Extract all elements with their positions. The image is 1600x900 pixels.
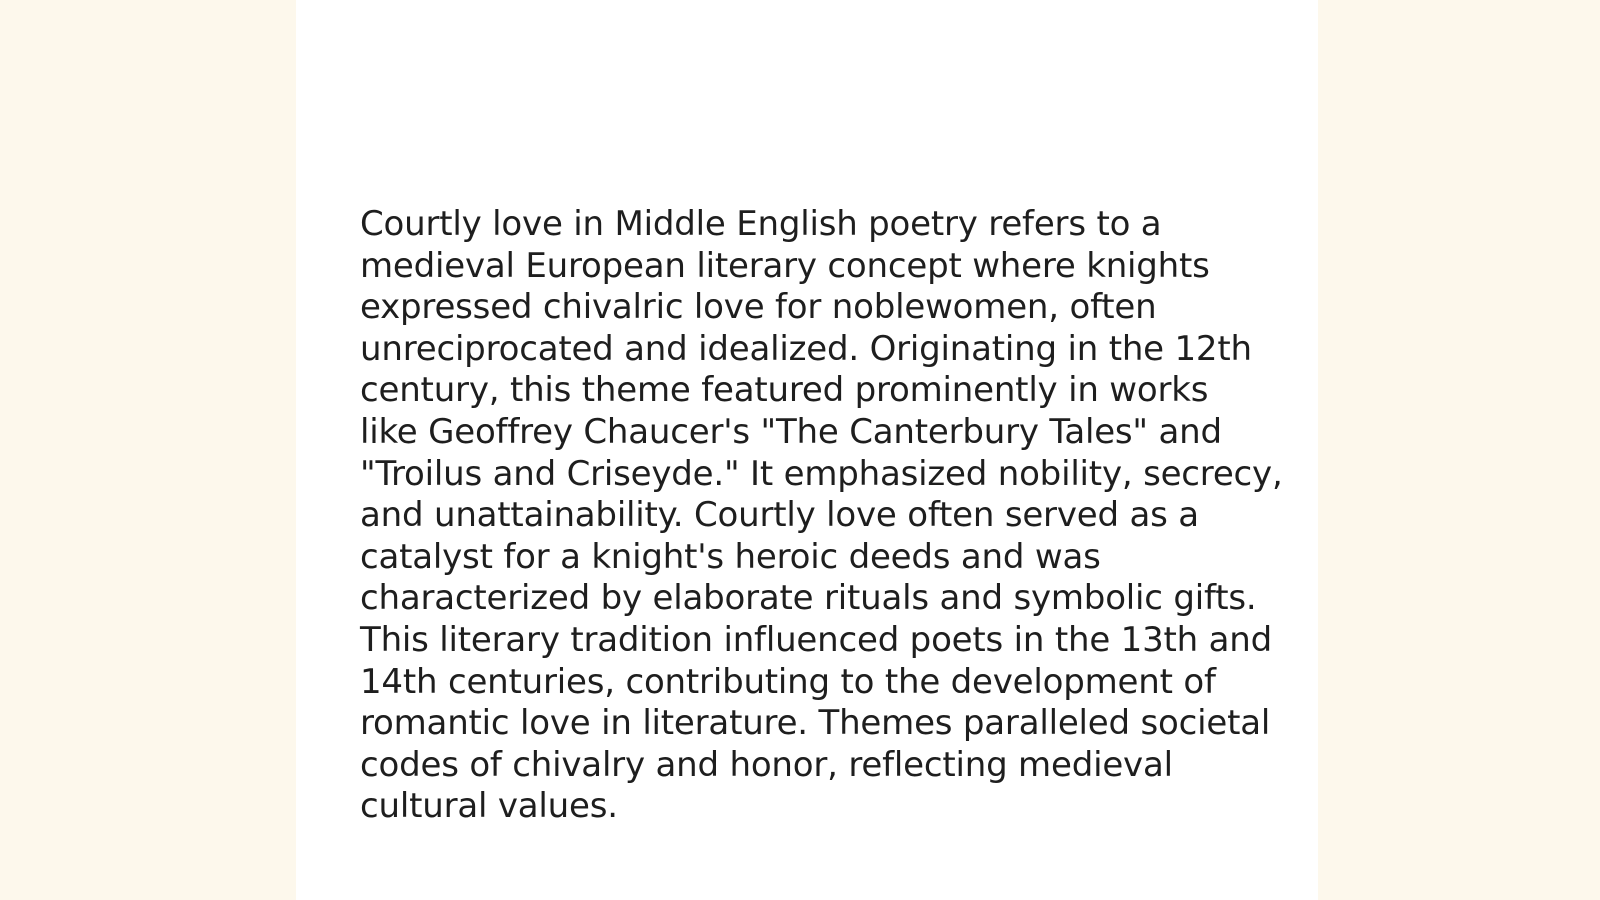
document-page — [296, 0, 1318, 900]
paragraph-line: catalyst for a knight's heroic deeds and was — [360, 536, 1101, 577]
paragraph-line: This literary tradition influenced poets in the 13th and — [360, 619, 1272, 660]
paragraph-line: codes of chivalry and honor, reflecting medieval — [360, 744, 1173, 785]
paragraph-line: 14th centuries, contributing to the development of — [360, 661, 1216, 702]
paragraph-line: "Troilus and Criseyde." It emphasized nobility, secrecy, — [360, 453, 1283, 494]
paragraph-line: characterized by elaborate rituals and symbolic gifts. — [360, 578, 1257, 619]
paragraph-line: century, this theme featured prominently in works — [360, 370, 1209, 411]
paragraph-line: romantic love in literature. Themes paralleled societal — [360, 703, 1271, 744]
paragraph-line: Courtly love in Middle English poetry refers to a — [360, 204, 1162, 244]
paragraph-line: expressed chivalric love for noblewomen, often — [360, 287, 1157, 328]
paragraph-line: medieval European literary concept where knights — [360, 245, 1210, 286]
paragraph-line: like Geoffrey Chaucer's "The Canterbury Tales" and — [360, 411, 1222, 452]
body-paragraph — [360, 204, 1283, 828]
paragraph-line: cultural values. — [360, 786, 618, 827]
paragraph-line: unreciprocated and idealized. Originating in the 12th — [360, 328, 1252, 369]
paragraph-line: and unattainability. Courtly love often served as a — [360, 495, 1199, 536]
